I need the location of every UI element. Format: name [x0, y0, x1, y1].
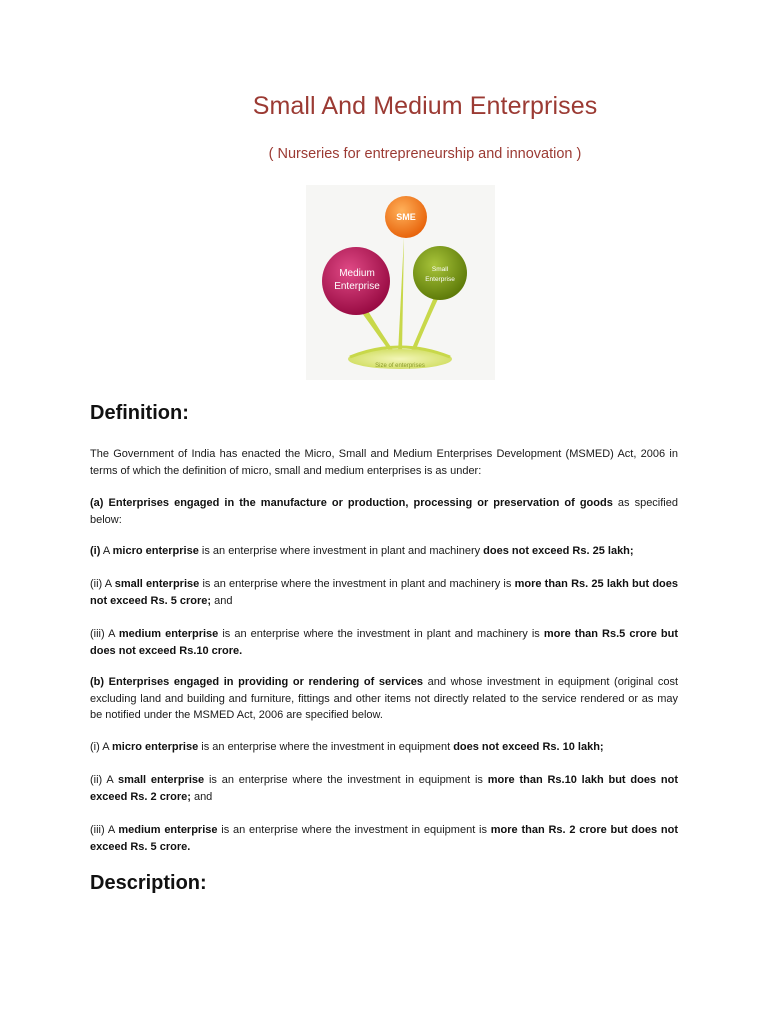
a-i-prefix: (i)	[90, 545, 101, 557]
sme-label: SME	[396, 212, 416, 222]
a-iii-text1: (iii) A	[90, 628, 119, 640]
b-ii-bold1: small enterprise	[117, 774, 205, 786]
a-ii-bold2: more than Rs. 25 lakh but does not exceed Rs. 5 crore;	[90, 578, 679, 607]
small-label-line1: Small	[431, 266, 449, 273]
a-ii-bold1: small enterprise	[114, 578, 200, 590]
b-iii-paragraph	[90, 822, 678, 855]
b-i-text1: (i) A	[90, 741, 113, 753]
b-i-bold1: micro enterprise	[112, 741, 199, 753]
a-i-bold2: does not exceed Rs. 25 lakh;	[483, 545, 634, 557]
a-ii-text3: and	[211, 594, 233, 607]
a-iii-paragraph	[90, 626, 678, 659]
b-ii-paragraph	[90, 772, 678, 805]
section-a-bold: (a) Enterprises engaged in the manufacture or production, processing or preservation of goods	[90, 497, 613, 509]
a-iii-bold1: medium enterprise	[118, 628, 219, 640]
b-iii-text1: (iii) A	[90, 824, 119, 836]
medium-label-line1: Medium	[339, 268, 375, 279]
definition-heading: Definition:	[90, 402, 189, 424]
b-i-paragraph	[90, 739, 678, 756]
a-ii-text2: is an enterprise where the investment in plant and machinery is	[199, 578, 515, 590]
small-label-line2: Enterprise	[425, 276, 455, 283]
b-ii-text2: is an enterprise where the investment in equipment is	[204, 774, 488, 786]
section-b-paragraph	[90, 674, 678, 724]
a-iii-text2: is an enterprise where the investment in plant and machinery is	[218, 628, 544, 640]
b-ii-text3: and	[190, 790, 213, 803]
a-ii-paragraph	[90, 576, 678, 609]
section-b-rest: and whose investment in equipment (original cost excluding land and building and furniture, fittings and other items not directly related to the service rendered or as may be notified under the MSMED Act, 2006 are specified below.	[90, 676, 678, 721]
section-a-rest: as specified below:	[90, 497, 678, 526]
b-iii-bold2: more than Rs. 2 crore but does not exceed Rs. 5 crore.	[90, 824, 678, 853]
a-i-text1: A	[100, 545, 113, 557]
small-bubble	[413, 246, 467, 300]
medium-label-line2: Enterprise	[334, 281, 380, 292]
sme-stem	[398, 237, 404, 353]
b-ii-bold2: more than Rs.10 lakh but does not exceed Rs. 2 crore;	[90, 774, 679, 803]
a-i-bold1: micro enterprise	[112, 545, 199, 557]
a-i-paragraph	[90, 543, 678, 560]
a-ii-text1: (ii) A	[90, 578, 115, 590]
sme-illustration	[306, 185, 495, 380]
section-b-bold: (b) Enterprises engaged in providing or rendering of services	[90, 676, 423, 688]
small-stem	[410, 297, 438, 354]
description-heading: Description:	[90, 872, 207, 894]
page-title: Small And Medium Enterprises	[252, 92, 598, 120]
sme-diagram	[306, 185, 495, 380]
b-i-bold2: does not exceed Rs. 10 lakh;	[453, 741, 604, 753]
b-ii-text1: (ii) A	[90, 774, 118, 786]
intro-paragraph: The Government of India has enacted the Micro, Small and Medium Enterprises Development (MSMED) Act, 2006 in terms of which the definition of micro, small and medium enterprises is as under:	[90, 448, 678, 477]
base-label: Size of enterprises	[375, 363, 425, 369]
a-iii-bold2: more than Rs.5 crore but does not exceed Rs.10 crore.	[90, 628, 678, 657]
b-iii-text2: is an enterprise where the investment in equipment is	[217, 824, 491, 836]
page-subtitle: ( Nurseries for entrepreneurship and innovation )	[268, 146, 582, 162]
section-a-paragraph	[90, 495, 678, 528]
b-i-text2: is an enterprise where the investment in equipment	[198, 741, 454, 753]
b-iii-bold1: medium enterprise	[118, 824, 218, 836]
a-i-text2: is an enterprise where investment in plant and machinery	[198, 545, 484, 557]
